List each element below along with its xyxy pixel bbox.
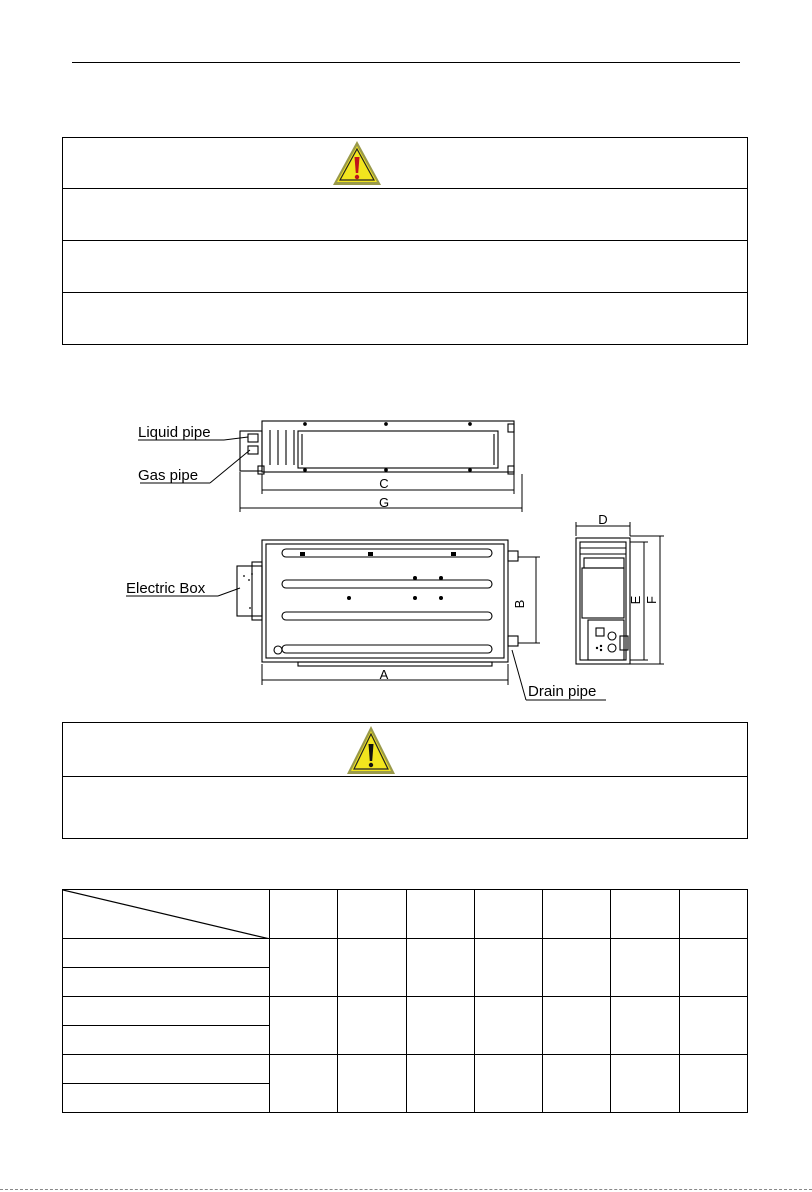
table-cell xyxy=(611,1055,679,1113)
dim-label-c: C xyxy=(379,476,389,491)
table-cell xyxy=(611,939,679,997)
table-cell xyxy=(338,1055,406,1113)
table-cell xyxy=(270,997,338,1055)
callout-liquid-pipe: Liquid pipe xyxy=(138,424,211,441)
table-cell xyxy=(63,968,270,997)
warning-row-2 xyxy=(63,240,747,241)
table-header-cell xyxy=(270,890,338,939)
dim-label-a: A xyxy=(379,667,389,682)
table-cell xyxy=(63,1084,270,1113)
table-cell xyxy=(270,939,338,997)
warning-triangle-icon xyxy=(331,139,383,187)
dim-label-f: F xyxy=(644,596,659,604)
table-row xyxy=(63,939,748,968)
warning-row-3 xyxy=(63,292,747,293)
unit-dimension-diagram xyxy=(0,400,812,705)
table-cell xyxy=(679,939,747,997)
table-cell xyxy=(338,997,406,1055)
warning-row-1 xyxy=(63,188,747,189)
table-row xyxy=(63,997,748,1026)
table-row xyxy=(63,1055,748,1084)
table-cell xyxy=(543,1055,611,1113)
table-header-cell xyxy=(474,890,542,939)
table-cell xyxy=(679,997,747,1055)
warning-triangle-icon xyxy=(345,724,397,776)
table-cell xyxy=(63,1055,270,1084)
table-cell xyxy=(270,1055,338,1113)
dim-label-g: G xyxy=(378,495,390,510)
table-cell xyxy=(63,939,270,968)
callout-drain-pipe: Drain pipe xyxy=(528,683,597,700)
header-rule xyxy=(72,62,740,63)
table-cell xyxy=(474,939,542,997)
table-header-cell xyxy=(338,890,406,939)
table-header-cell xyxy=(543,890,611,939)
side-view xyxy=(576,538,630,664)
top-view xyxy=(240,421,514,474)
table-cell xyxy=(406,997,474,1055)
table-header-cell xyxy=(406,890,474,939)
table-header-cell xyxy=(679,890,747,939)
front-view xyxy=(237,540,518,666)
warning-box-2 xyxy=(62,722,748,839)
table-cell xyxy=(543,939,611,997)
dim-label-e: E xyxy=(628,595,643,605)
table-cell xyxy=(63,1026,270,1055)
table-header-diagonal-cell xyxy=(63,890,270,939)
warning-row-4 xyxy=(63,776,747,777)
table-cell xyxy=(406,939,474,997)
callout-electric-box: Electric Box xyxy=(126,580,206,597)
dimension-spec-table xyxy=(62,889,748,1113)
table-cell xyxy=(543,997,611,1055)
table-cell xyxy=(63,997,270,1026)
table-cell xyxy=(338,939,406,997)
dim-label-d: D xyxy=(598,512,608,527)
dim-label-b: B xyxy=(512,599,527,609)
table-cell xyxy=(611,997,679,1055)
table-cell xyxy=(474,997,542,1055)
table-cell xyxy=(406,1055,474,1113)
table-header-cell xyxy=(611,890,679,939)
callout-gas-pipe: Gas pipe xyxy=(138,467,199,484)
page-bottom-border xyxy=(0,1189,812,1190)
table-cell xyxy=(679,1055,747,1113)
table-cell xyxy=(474,1055,542,1113)
warning-box-1 xyxy=(62,137,748,345)
